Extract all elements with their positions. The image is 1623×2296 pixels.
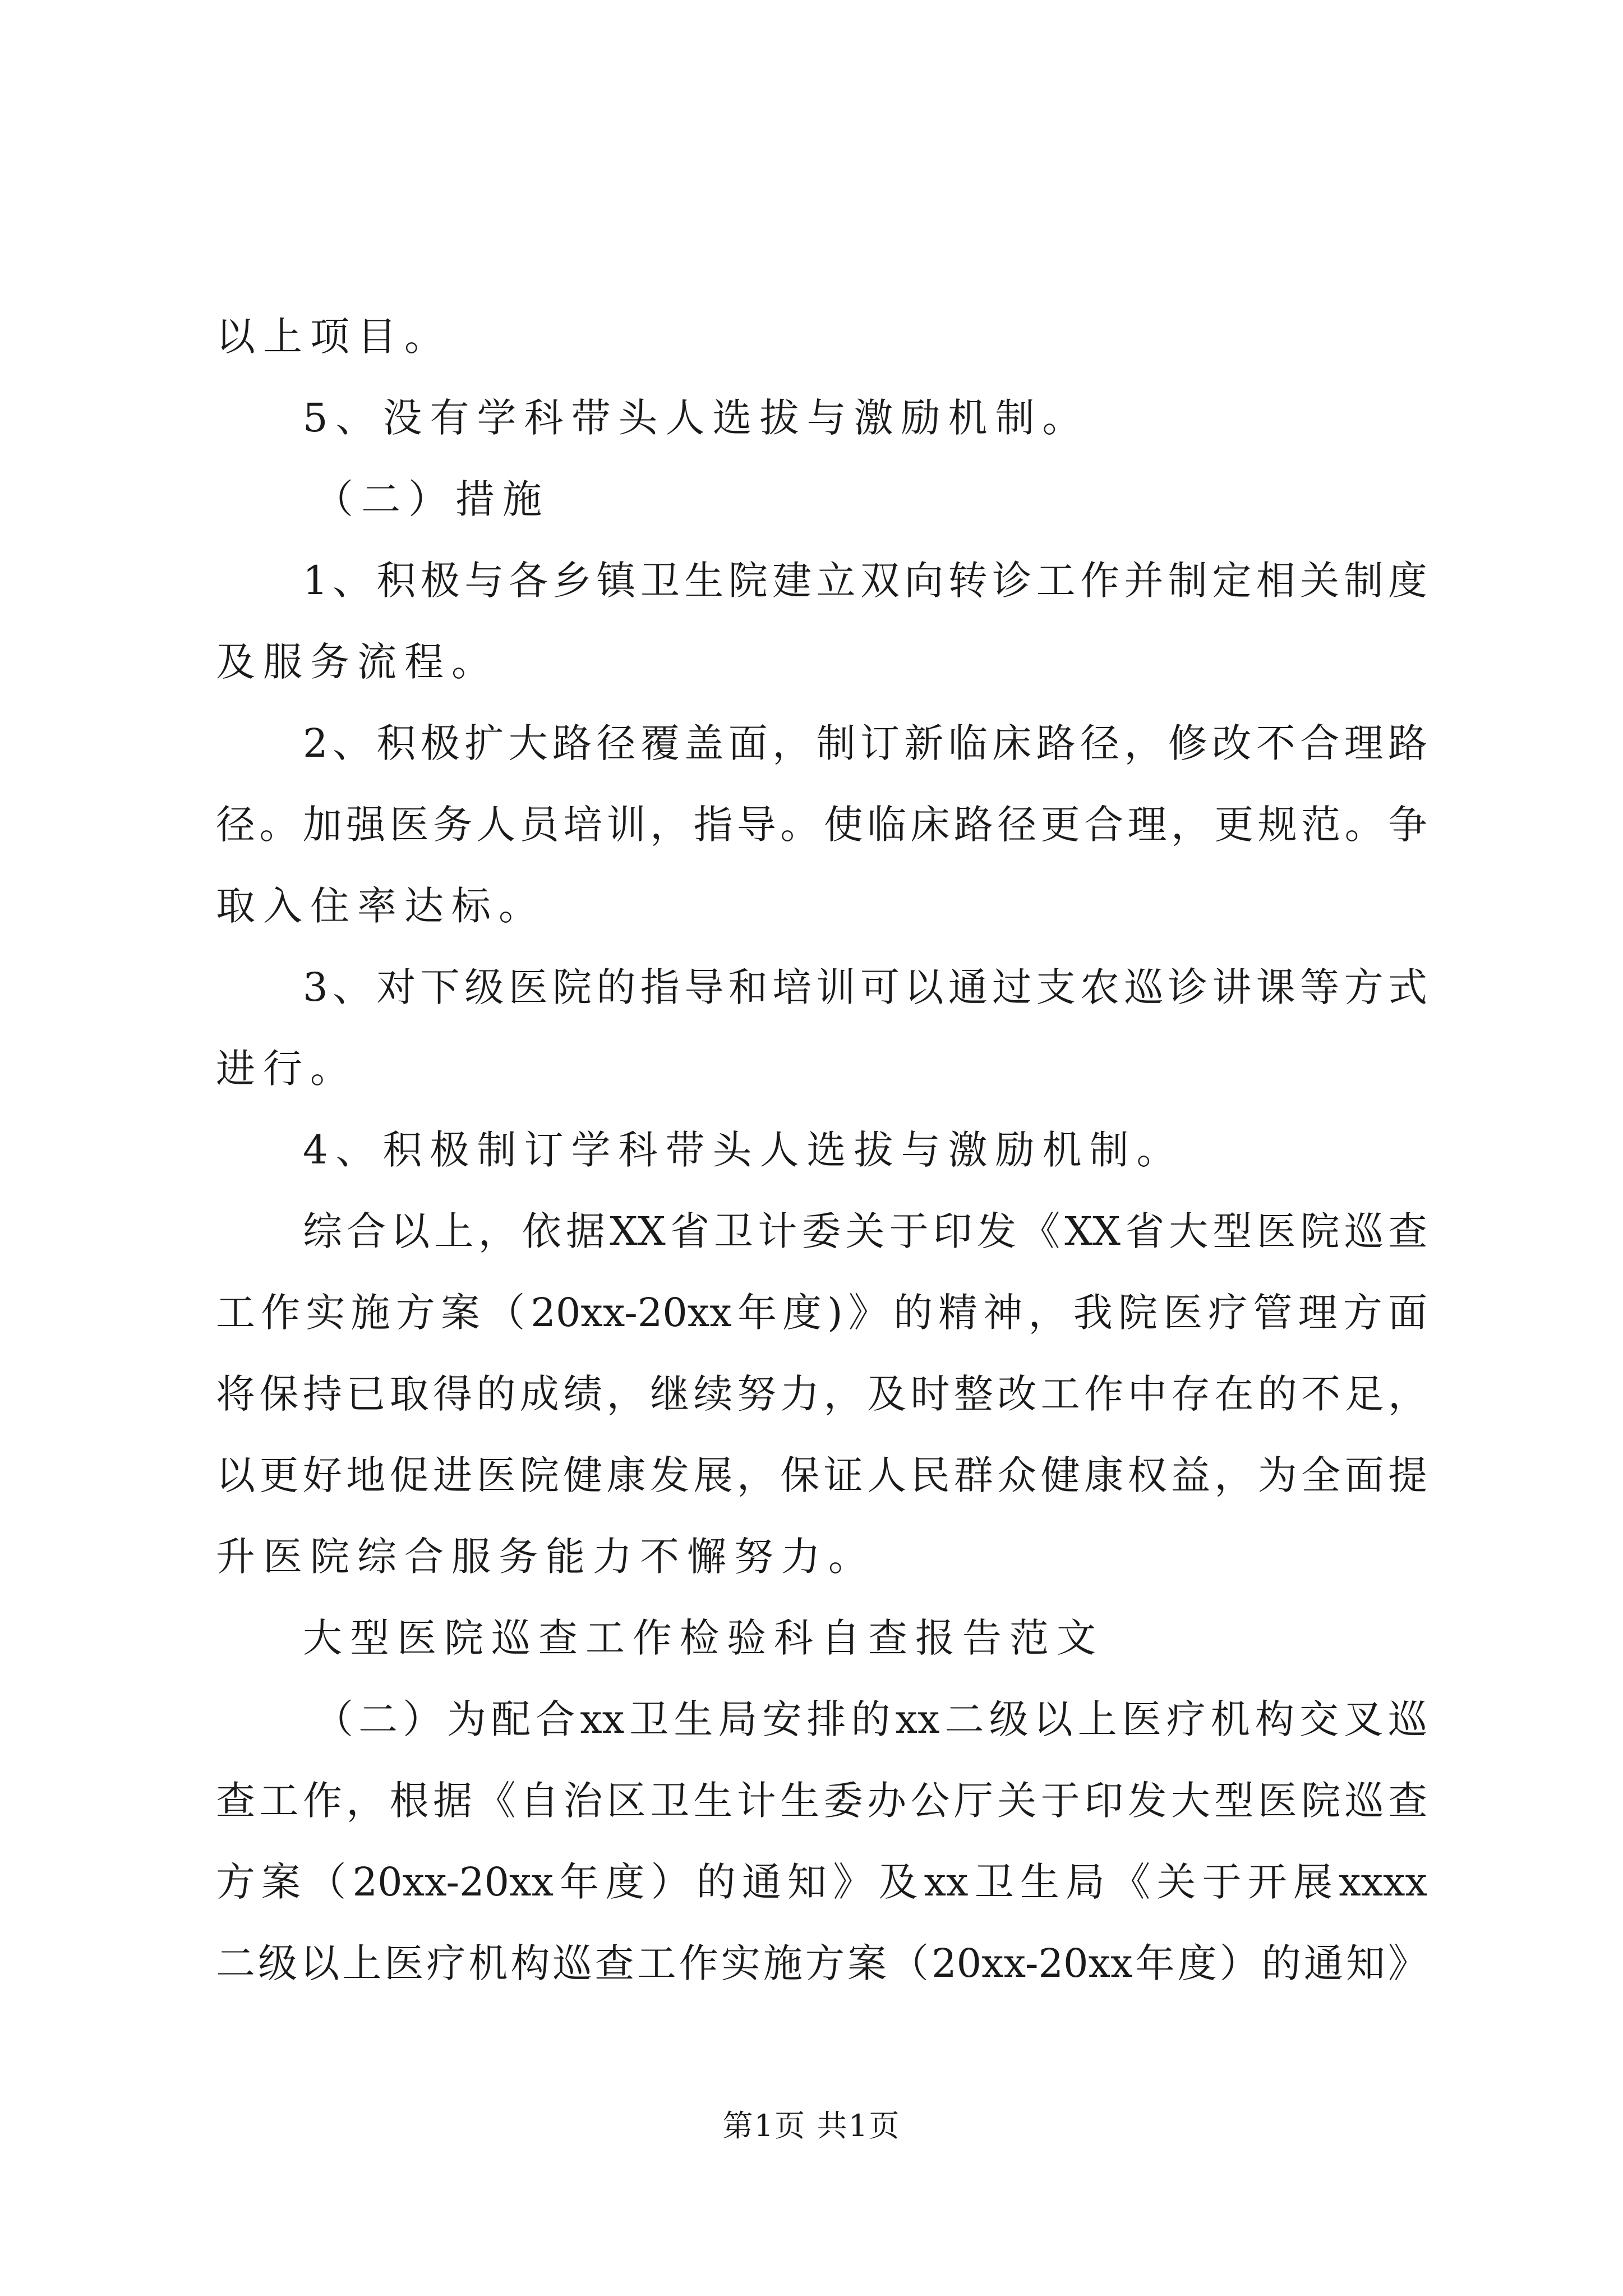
text-line-9: 3、对下级医院的指导和培训可以通过支农巡诊讲课等方式 bbox=[303, 964, 1427, 1010]
text-line-1: 以上项目。 bbox=[216, 314, 451, 360]
document-subtitle: 大型医院巡查工作检验科自查报告范文 bbox=[303, 1615, 1104, 1661]
text-line-10: 进行。 bbox=[216, 1046, 357, 1092]
text-line-18: （二）为配合xx卫生局安排的xx二级以上医疗机构交叉巡 bbox=[314, 1696, 1427, 1742]
text-line-21: 二级以上医疗机构巡查工作实施方案（20xx-20xx年度）的通知》 bbox=[216, 1940, 1427, 1986]
text-line-16: 升医院综合服务能力不懈努力。 bbox=[216, 1534, 875, 1580]
text-line-15: 以更好地促进医院健康发展，保证人民群众健康权益，为全面提 bbox=[216, 1452, 1427, 1498]
text-line-7: 径。加强医务人员培训，指导。使临床路径更合理，更规范。争 bbox=[216, 802, 1427, 848]
text-line-19: 查工作，根据《自治区卫生计生委办公厅关于印发大型医院巡查 bbox=[216, 1778, 1427, 1824]
page-footer: 第1页 共1页 bbox=[722, 2108, 901, 2143]
section-heading-measures: （二）措施 bbox=[314, 476, 550, 522]
text-line-20: 方案（20xx-20xx年度）的通知》及xx卫生局《关于开展xxxx bbox=[216, 1859, 1427, 1905]
text-line-8: 取入住率达标。 bbox=[216, 883, 546, 929]
text-line-2: 5、没有学科带头人选拔与激励机制。 bbox=[303, 395, 1090, 441]
text-line-6: 2、积极扩大路径覆盖面，制订新临床路径，修改不合理路 bbox=[303, 720, 1427, 766]
text-line-11: 4、积极制订学科带头人选拔与激励机制。 bbox=[303, 1127, 1184, 1173]
text-line-14: 将保持已取得的成绩，继续努力，及时整改工作中存在的不足， bbox=[216, 1371, 1427, 1417]
text-line-4: 1、积极与各乡镇卫生院建立双向转诊工作并制定相关制度 bbox=[303, 558, 1427, 604]
text-line-13: 工作实施方案（20xx-20xx年度)》的精神，我院医疗管理方面 bbox=[216, 1290, 1427, 1336]
text-line-12: 综合以上，依据XX省卫计委关于印发《XX省大型医院巡查 bbox=[303, 1208, 1427, 1254]
text-line-5: 及服务流程。 bbox=[216, 639, 499, 685]
